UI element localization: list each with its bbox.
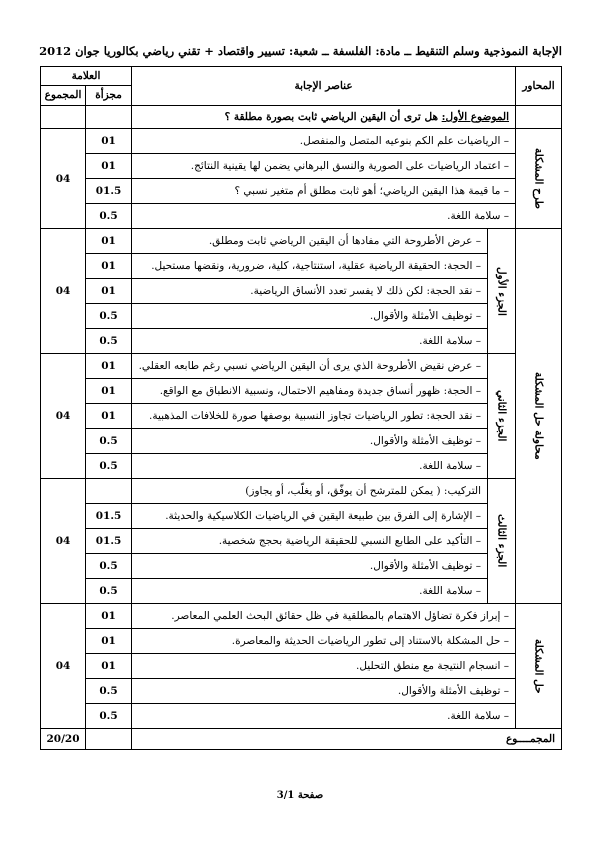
section-total: 04 <box>41 479 86 604</box>
table-row <box>41 329 562 354</box>
table-row <box>41 529 562 554</box>
table-row <box>41 429 562 454</box>
table-row <box>41 454 562 479</box>
answer-item: – الحجة: الحقيقة الرياضية عقلية، استنتاجية، كلية، ضرورية، ونقضها مستحيل. <box>132 254 488 279</box>
partial-points: 01.5 <box>86 504 132 529</box>
answer-item: التركيب: ( يمكن للمترشح أن يوفّق، أو يغلّب، أو يجاوز) <box>132 479 488 504</box>
page-number: صفحة 3/1 <box>276 790 324 801</box>
partial-points: 01 <box>86 379 132 404</box>
answer-item: – توظيف الأمثلة والأقوال. <box>132 554 488 579</box>
sum-label: المجمــــوع <box>132 729 562 750</box>
section-total: 04 <box>41 229 86 354</box>
answer-item: – إبراز فكرة تضاؤل الاهتمام بالمطلقية في ظل حقائق البحث العلمي المعاصر. <box>132 604 516 629</box>
partial-points: 01 <box>86 279 132 304</box>
table-row <box>41 504 562 529</box>
table-row <box>41 554 562 579</box>
partial-points: 01 <box>86 604 132 629</box>
sum-points-blank <box>86 729 132 750</box>
partial-points: 01 <box>86 629 132 654</box>
topic-points-blank <box>86 106 132 129</box>
page-title: الإجابة النموذجية وسلم التنقيط ــ مادة: الفلسفة ــ شعبة: تسيير واقتصاد + تقني رياضي بكالوريا جوان 2012 <box>39 44 562 58</box>
answer-item: – عرض نقيض الأطروحة الذي يرى أن اليقين الرياضي نسبي رغم طابعه العقلي. <box>132 354 488 379</box>
answer-item: – نقد الحجة: لكن ذلك لا يفسر تعدد الأنساق الرياضية. <box>132 279 488 304</box>
table-row <box>41 304 562 329</box>
partial-points: 0.5 <box>86 329 132 354</box>
table-row <box>41 629 562 654</box>
table-row <box>41 354 562 379</box>
partial-points: 01 <box>86 254 132 279</box>
table-row <box>41 254 562 279</box>
partial-points: 01 <box>86 154 132 179</box>
section-total: 04 <box>41 129 86 229</box>
answer-item: – توظيف الأمثلة والأقوال. <box>132 429 488 454</box>
answer-item: – الرياضيات علم الكم بنوعيه المتصل والمنفصل. <box>132 129 516 154</box>
answer-item: – ما قيمة هذا اليقين الرياضي؛ أهو ثابت مطلق أم متغير نسبي ؟ <box>132 179 516 204</box>
header-answer-elements: عناصر الإجابة <box>132 67 516 106</box>
partial-points: 0.5 <box>86 579 132 604</box>
topic-label: الموضوع الأول: <box>441 111 510 123</box>
section-total: 04 <box>41 604 86 729</box>
table-row <box>41 404 562 429</box>
table-row <box>41 279 562 304</box>
answer-item: – الحجة: ظهور أنساق جديدة ومفاهيم الاحتمال، ونسبية الانطباق مع الواقع. <box>132 379 488 404</box>
part-label: الجزء الأول <box>488 229 516 354</box>
table-row <box>41 604 562 629</box>
partial-points: 0.5 <box>86 204 132 229</box>
header-total: المجموع <box>41 85 86 105</box>
partial-points: 0.5 <box>86 704 132 729</box>
answer-item: – سلامة اللغة. <box>132 704 516 729</box>
header-mark: العلامة <box>41 67 132 86</box>
partial-points <box>86 479 132 504</box>
partial-points: 01 <box>86 229 132 254</box>
topic-total-blank <box>41 106 86 129</box>
partial-points: 01 <box>86 654 132 679</box>
table-row <box>41 479 562 504</box>
topic-axis-blank <box>516 106 562 129</box>
partial-points: 01.5 <box>86 529 132 554</box>
table-row <box>41 204 562 229</box>
table-row <box>41 229 562 254</box>
partial-points: 01 <box>86 129 132 154</box>
answer-item: – سلامة اللغة. <box>132 454 488 479</box>
sum-row <box>41 729 562 750</box>
answer-item: – توظيف الأمثلة والأقوال. <box>132 304 488 329</box>
table-row <box>41 579 562 604</box>
answer-item: – الإشارة إلى الفرق بين طبيعة اليقين في الرياضيات الكلاسيكية والحديثة. <box>132 504 488 529</box>
partial-points: 0.5 <box>86 454 132 479</box>
section-total: 04 <box>41 354 86 479</box>
sum-value: 20/20 <box>41 729 86 750</box>
partial-points: 01.5 <box>86 179 132 204</box>
answer-table <box>40 66 562 750</box>
table-row <box>41 704 562 729</box>
axis-label: حل المشكلة <box>516 604 562 729</box>
answer-item: – حل المشكلة بالاستناد إلى تطور الرياضيات الحديثة والمعاصرة. <box>132 629 516 654</box>
table-row <box>41 179 562 204</box>
axis-label: محاولة حل المشكلة <box>516 229 562 604</box>
answer-item: – انسجام النتيجة مع منطق التحليل. <box>132 654 516 679</box>
table-row <box>41 129 562 154</box>
axis-label: طرح المشكلة <box>516 129 562 229</box>
partial-points: 0.5 <box>86 679 132 704</box>
answer-item: – توظيف الأمثلة والأقوال. <box>132 679 516 704</box>
table-row <box>41 379 562 404</box>
part-label: الجزء الثالث <box>488 479 516 604</box>
answer-item: – عرض الأطروحة التي مفادها أن اليقين الرياضي ثابت ومطلق. <box>132 229 488 254</box>
topic-question: هل ترى أن اليقين الرياضي ثابت بصورة مطلقة ؟ <box>224 111 442 123</box>
answer-item: – اعتماد الرياضيات على الصورية والنسق البرهاني يضمن لها يقينية النتائج. <box>132 154 516 179</box>
header-partial: مجزأة <box>86 85 132 105</box>
partial-points: 01 <box>86 354 132 379</box>
part-label: الجزء الثاني <box>488 354 516 479</box>
header-axes: المحاور <box>516 67 562 106</box>
partial-points: 0.5 <box>86 554 132 579</box>
answer-item: – سلامة اللغة. <box>132 204 516 229</box>
table-row <box>41 654 562 679</box>
topic-row <box>132 106 516 129</box>
partial-points: 0.5 <box>86 304 132 329</box>
answer-item: – نقد الحجة: تطور الرياضيات تجاوز النسبية بوصفها صورة للخلافات المذهبية. <box>132 404 488 429</box>
table-row <box>41 679 562 704</box>
partial-points: 0.5 <box>86 429 132 454</box>
answer-item: – التأكيد على الطابع النسبي للحقيقة الرياضية بحجج شخصية. <box>132 529 488 554</box>
answer-item: – سلامة اللغة. <box>132 579 488 604</box>
answer-item: – سلامة اللغة. <box>132 329 488 354</box>
partial-points: 01 <box>86 404 132 429</box>
table-row <box>41 154 562 179</box>
